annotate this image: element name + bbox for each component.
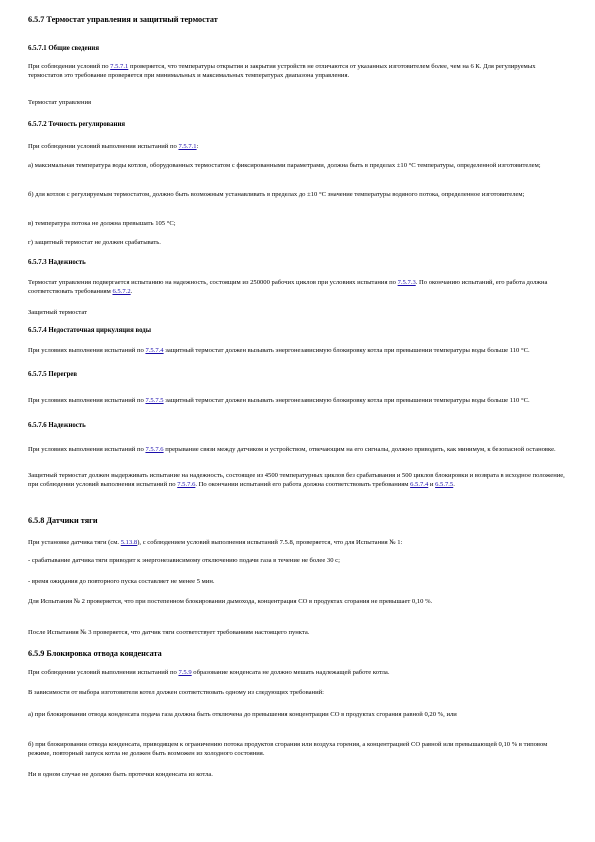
text: образование конденсата не должно мешать надлежащей работе котла. [191, 669, 390, 676]
text: Ни в одном случае не должно быть протечки конденсата из котла. [28, 771, 213, 778]
text: При установке датчика тяги (см. [28, 539, 121, 546]
paragraph [28, 628, 568, 637]
text: При условиях выполнения испытаний по [28, 397, 146, 404]
text: защитный термостат должен вызывать энергонезависимую блокировку котла при превышении температуры воды больше 110 °С. [163, 347, 530, 354]
text: При соблюдении условий выполнения испытаний по [28, 143, 179, 150]
text: ), с соблюдением условий выполнения испытаний 7.5.8, проверяется, что для Испытания № 1: [137, 539, 403, 546]
section-heading [28, 648, 568, 659]
paragraph [28, 142, 568, 151]
clause-link[interactable]: 6.5.7.5 [435, 481, 454, 489]
clause-link[interactable]: 6.5.7.4 [410, 481, 429, 489]
clause-link[interactable]: 7.5.9 [178, 669, 192, 676]
text: 6.5.8 Датчики тяги [28, 516, 98, 525]
text: в) температура потока не должна превышать 105 °С; [28, 220, 176, 227]
subsection-heading [28, 326, 568, 335]
subsection-heading [28, 120, 568, 129]
clause-link[interactable]: 7.5.7.5 [145, 397, 164, 404]
paragraph [28, 770, 568, 779]
text: б) при блокировании отвода конденсата, приводящем к ограничению потока продуктов сгорания или воздуха горения, а концентрацией СО равной или превышающей 0,10 % в типовом режиме, повторный запуск котла не должен быть возможен из холодного состояния. [28, 741, 548, 758]
paragraph [28, 219, 568, 228]
paragraph [28, 190, 568, 199]
section-heading [28, 14, 568, 25]
text: - срабатывание датчика тяги приводит к энергонезависимому отключению подачи газа в течение не более 30 с; [28, 557, 340, 564]
text: : [196, 143, 199, 150]
text: - время ожидания до повторного пуска составляет не менее 5 мин. [28, 578, 215, 585]
text: При условиях выполнения испытаний по [28, 347, 146, 354]
text: Термостат управления подвергается испытанию на надежность, состоящим из 250000 рабочих циклов при условиях испытания по [28, 279, 398, 286]
clause-link[interactable]: 7.5.7.1 [110, 63, 129, 70]
clause-link[interactable]: 6.5.7.2 [112, 288, 131, 296]
paragraph [28, 161, 568, 170]
text: Для Испытания № 2 проверяется, что при постепенном блокировании дымохода, концентрация СО в продуктах сгорания не превышает 0,10 %. [28, 598, 433, 605]
text: б) для котлов с регулируемым термостатом, должно быть возможным устанавливать в пределах до ±10 °С значение температуры водяного потока, определенное изготовителем; [28, 191, 525, 198]
text: 6.5.7.3 Надежность [28, 259, 86, 266]
text: 6.5.7.6 Надежность [28, 422, 86, 429]
paragraph [28, 710, 568, 719]
text: Защитный термостат [28, 309, 88, 316]
text: и [428, 481, 436, 489]
text: защитный термостат должен вызывать энергонезависимую блокировку котла при превышении температуры воды больше 110 °С. [163, 397, 530, 404]
text: 6.5.9 Блокировка отвода конденсата [28, 649, 162, 658]
paragraph [28, 668, 568, 677]
text: 6.5.7 Термостат управления и защитный термостат [28, 15, 218, 24]
clause-link[interactable]: 7.5.7.3 [397, 279, 416, 286]
paragraph [28, 62, 568, 80]
text: . По окончанию испытаний, его работа должна соответствовать требованиям [28, 279, 548, 296]
subsection-heading [28, 370, 568, 379]
text: г) защитный термостат не должен срабатывать. [28, 239, 161, 246]
paragraph [28, 597, 568, 606]
clause-link[interactable]: 7.5.7.6 [145, 446, 164, 453]
subsection-heading [28, 421, 568, 430]
paragraph [28, 577, 568, 586]
paragraph [28, 238, 568, 247]
text: . По окончании испытаний его работа должна соответствовать требованиям [195, 481, 411, 489]
text: 6.5.7.4 Недостаточная циркуляция воды [28, 327, 152, 334]
paragraph [28, 471, 568, 489]
text: 6.5.7.5 Перегрев [28, 371, 78, 378]
text: проверяется, что температуры открытия и закрытия устройств не отличаются от указанных изготовителем более, чем на 6 К. Для регулируемых термостатов это требование проверяется при минимальных и максимальных температурах диапазона управления. [28, 63, 536, 80]
text: При соблюдении условий выполнения испытаний по [28, 669, 179, 676]
text: . [453, 481, 455, 489]
paragraph [28, 688, 568, 697]
text: Термостат управления [28, 99, 92, 106]
text: Защитный термостат должен выдерживать испытание на надежность, состоящее из 4500 температурных циклов без срабатывания и 500 циклов блокировки и возврата в исходное положение, при соблюдении условий выполнения испытаний по [28, 472, 565, 489]
paragraph [28, 538, 568, 547]
clause-link[interactable]: 5.13.8 [120, 539, 138, 546]
text: а) при блокировании отвода конденсата подача газа должна быть отключена до превышения концентрации СО в продуктах сгорания равной 0,20 %, или [28, 711, 457, 718]
paragraph [28, 98, 568, 107]
paragraph [28, 556, 568, 565]
text: прерывание связи между датчиком и устройством, отвечающим на его сигналы, должно приводить, как минимум, к безопасной остановке. [163, 446, 556, 453]
clause-link[interactable]: 7.5.7.1 [178, 143, 197, 150]
section-heading [28, 515, 568, 526]
text: После Испытания № 3 проверяется, что датчик тяги соответствует требованиям настоящего пункта. [28, 629, 310, 636]
paragraph [28, 740, 568, 758]
clause-link[interactable]: 7.5.7.6 [177, 481, 196, 489]
text: 6.5.7.1 Общие сведения [28, 45, 100, 52]
subsection-heading [28, 44, 568, 53]
paragraph [28, 445, 568, 454]
paragraph [28, 308, 568, 317]
text: При соблюдении условий по [28, 63, 111, 70]
subsection-heading [28, 258, 568, 267]
text: . [130, 288, 133, 296]
paragraph [28, 278, 568, 296]
paragraph [28, 346, 568, 355]
text: В зависимости от выбора изготовителя котел должен соответствовать одному из следующих требований: [28, 689, 324, 696]
text: а) максимальная температура воды котлов, оборудованных термостатом с фиксированными параметрами, должна быть в пределах ±10 °С температуры, определенной изготовителем; [28, 162, 541, 169]
text: 6.5.7.2 Точность регулирования [28, 121, 126, 128]
clause-link[interactable]: 7.5.7.4 [145, 347, 164, 354]
paragraph [28, 396, 568, 405]
text: При условиях выполнения испытаний по [28, 446, 146, 453]
